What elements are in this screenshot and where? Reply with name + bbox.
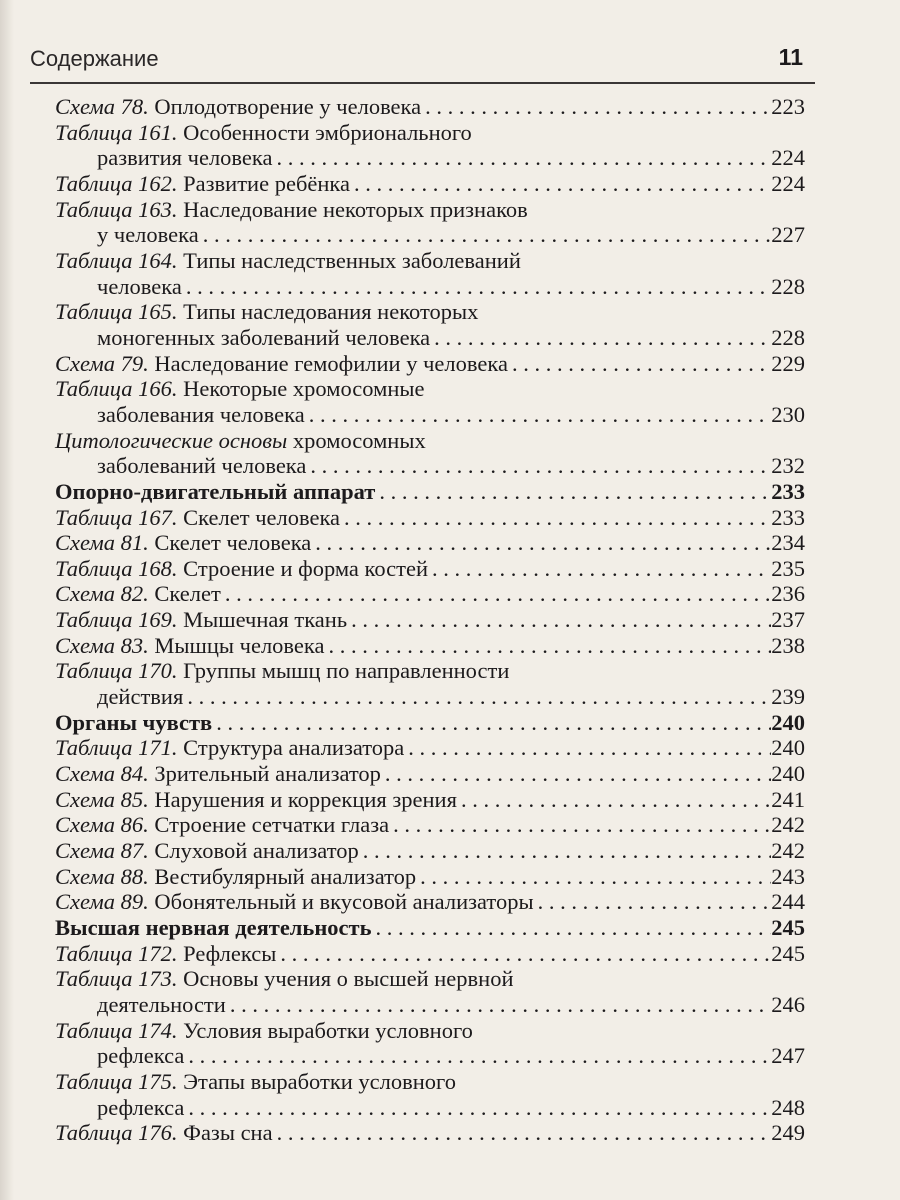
toc-line (55, 479, 805, 505)
dot-leader (183, 684, 771, 710)
dot-leader (389, 812, 771, 838)
dot-leader (311, 530, 771, 556)
toc-entry (55, 581, 805, 607)
entry-text (55, 658, 509, 684)
dot-leader (199, 222, 772, 248)
toc-entry (55, 1120, 805, 1146)
entry-text (55, 505, 340, 531)
entry-text (55, 838, 359, 864)
entry-title: Оплодотворение у человека (154, 94, 422, 119)
toc-line (55, 120, 805, 146)
entry-text (55, 530, 311, 556)
entry-title: Этапы выработки условного (183, 1068, 456, 1094)
entry-text (55, 710, 212, 736)
toc-line (55, 633, 805, 659)
entry-title: Слуховой анализатор (154, 838, 359, 864)
toc-line (55, 761, 805, 787)
toc-line (55, 966, 805, 992)
entry-label: Схема 79. (55, 350, 149, 376)
dot-leader (184, 1043, 771, 1069)
toc-line (55, 505, 805, 531)
dot-leader (272, 145, 771, 171)
dot-leader (221, 581, 771, 607)
toc-entry (55, 248, 805, 299)
toc-line-continuation (55, 145, 805, 171)
dot-leader (182, 274, 771, 300)
entry-title: Развитие ребёнка (183, 170, 350, 196)
entry-title: Вестибулярный анализатор (154, 863, 417, 889)
entry-label: Таблица 165. (55, 299, 178, 325)
entry-label: Схема 87. (55, 838, 149, 864)
toc-entry (55, 787, 805, 813)
toc-line-continuation (55, 992, 805, 1018)
entry-text (55, 581, 221, 607)
entry-text (55, 299, 478, 325)
page-edge-shadow (0, 0, 14, 1200)
dot-leader (371, 915, 771, 941)
entry-title: Особенности эмбрионального (183, 119, 472, 145)
dot-leader (457, 787, 771, 813)
entry-page-number: 249 (771, 1120, 805, 1146)
entry-title: хромосомных (292, 427, 426, 453)
toc-entry (55, 966, 805, 1017)
entry-title: Органы чувств (55, 709, 213, 735)
dot-leader (347, 607, 771, 633)
toc-line-continuation (55, 1043, 805, 1069)
dot-leader (340, 505, 771, 531)
toc-entry (55, 171, 805, 197)
entry-page-number: 246 (771, 991, 805, 1017)
entry-label: Схема 78. (55, 94, 149, 119)
entry-text (55, 428, 426, 454)
entry-label: Схема 88. (55, 863, 149, 889)
entry-title-continuation: развития человека (97, 145, 273, 171)
entry-title: Строение и форма костей (183, 555, 428, 581)
entry-page-number: 237 (771, 607, 805, 633)
entry-title-continuation: у человека (97, 222, 199, 248)
entry-page-number: 247 (771, 1043, 805, 1069)
dot-leader (306, 453, 771, 479)
entry-title-continuation: заболеваний человека (97, 453, 307, 479)
toc-entry (55, 556, 805, 582)
entry-text (55, 1069, 456, 1095)
entry-title: Скелет человека (154, 530, 312, 556)
entry-page-number: 223 (771, 94, 805, 119)
entry-title: Наследование гемофилии у человека (154, 350, 508, 376)
toc-line (55, 299, 805, 325)
dot-leader (305, 402, 772, 428)
entry-label: Таблица 173. (55, 966, 178, 992)
entry-text (55, 248, 521, 274)
entry-page-number: 224 (771, 170, 805, 196)
entry-title: Зрительный анализатор (154, 761, 381, 787)
entry-title: Типы наследования некоторых (183, 299, 479, 325)
entry-text (55, 120, 472, 146)
toc-section (55, 479, 805, 505)
entry-text (55, 966, 514, 992)
toc-entry (55, 94, 805, 120)
toc-line (55, 941, 805, 967)
entry-page-number: 233 (771, 478, 805, 504)
entry-text (55, 761, 381, 787)
toc-line (55, 787, 805, 813)
entry-page-number: 245 (771, 915, 805, 940)
dot-leader (184, 1095, 771, 1121)
toc-entry (55, 889, 805, 915)
entry-page-number: 230 (771, 401, 805, 427)
entry-text (55, 197, 528, 223)
entry-text (55, 556, 428, 582)
entry-title: Основы учения о высшей нервной (183, 966, 514, 992)
toc-section (55, 915, 805, 941)
entry-text (55, 915, 371, 941)
toc-line (55, 351, 805, 377)
entry-label: Таблица 170. (55, 658, 178, 684)
toc-line (55, 658, 805, 684)
dot-leader (273, 1120, 772, 1146)
toc-entry (55, 941, 805, 967)
dot-leader (534, 889, 772, 915)
toc-line-continuation (55, 684, 805, 710)
running-header (30, 40, 815, 84)
dot-leader (381, 761, 771, 787)
entry-title: Некоторые хромосомные (183, 376, 425, 402)
entry-text (55, 607, 347, 633)
toc-entry (55, 633, 805, 659)
entry-title: Мышечная ткань (183, 607, 348, 633)
entry-text (55, 633, 324, 659)
entry-text (55, 1120, 273, 1146)
entry-page-number: 239 (771, 684, 805, 710)
entry-page-number: 228 (771, 324, 805, 350)
entry-page-number: 229 (771, 350, 805, 376)
entry-page-number: 238 (771, 632, 805, 658)
entry-title: Опорно-двигательный аппарат (55, 478, 376, 504)
entry-page-number: 235 (771, 555, 805, 581)
entry-title: Скелет (154, 581, 221, 607)
toc-entry (55, 1069, 805, 1120)
toc-line (55, 864, 805, 890)
entry-text (55, 787, 457, 813)
entry-text (55, 812, 389, 838)
toc-entry (55, 299, 805, 350)
toc-line-continuation (55, 1095, 805, 1121)
toc-line (55, 581, 805, 607)
entry-label: Таблица 168. (55, 555, 178, 581)
header-title: Содержание (30, 46, 159, 71)
toc-entry (55, 197, 805, 248)
entry-title-continuation: человека (97, 273, 182, 299)
entry-label: Схема 81. (55, 530, 149, 556)
entry-title-continuation: моногенных заболеваний человека (97, 324, 431, 350)
entry-label: Таблица 176. (55, 1120, 178, 1146)
entry-page-number: 241 (771, 786, 805, 812)
entry-label: Таблица 174. (55, 1017, 178, 1043)
toc-line (55, 1018, 805, 1044)
entry-title: Высшая нервная деятельность (55, 915, 372, 940)
entry-page-number: 224 (771, 145, 805, 171)
entry-page-number: 240 (771, 761, 805, 787)
toc-entry (55, 120, 805, 171)
entry-title-continuation: действия (97, 684, 184, 710)
entry-page-number: 240 (771, 709, 805, 735)
entry-label: Цитологические основы (55, 427, 288, 453)
toc-entry (55, 864, 805, 890)
toc-line (55, 1120, 805, 1146)
entry-text (55, 889, 534, 915)
dot-leader (359, 838, 772, 864)
toc-entry (55, 530, 805, 556)
entry-label: Таблица 171. (55, 735, 178, 761)
entry-label: Таблица 166. (55, 376, 178, 402)
entry-text (55, 376, 424, 402)
entry-title: Типы наследственных заболеваний (183, 247, 521, 273)
toc-line (55, 171, 805, 197)
toc-entry (55, 658, 805, 709)
entry-label: Схема 84. (55, 761, 149, 787)
entry-title: Обонятельный и вкусовой анализаторы (154, 889, 534, 915)
dot-leader (212, 710, 771, 736)
table-of-contents (55, 94, 805, 1146)
entry-page-number: 228 (771, 273, 805, 299)
entry-label: Схема 82. (55, 581, 149, 607)
toc-line (55, 710, 805, 736)
toc-section (55, 710, 805, 736)
entry-text (55, 479, 375, 505)
toc-line (55, 428, 805, 454)
entry-page-number: 245 (771, 940, 805, 966)
entry-title: Наследование некоторых признаков (183, 196, 528, 222)
entry-title: Рефлексы (183, 940, 277, 966)
toc-entry (55, 428, 805, 479)
toc-line (55, 915, 805, 941)
dot-leader (276, 941, 771, 967)
dot-leader (375, 479, 771, 505)
dot-leader (428, 556, 771, 582)
toc-line (55, 889, 805, 915)
entry-text (55, 94, 421, 120)
entry-label: Таблица 163. (55, 196, 178, 222)
entry-text (55, 351, 508, 377)
entry-page-number: 242 (771, 812, 805, 838)
toc-entry (55, 351, 805, 377)
entry-label: Таблица 161. (55, 119, 178, 145)
toc-line-continuation (55, 222, 805, 248)
toc-line (55, 94, 805, 120)
entry-page-number: 232 (771, 453, 805, 479)
entry-page-number: 233 (771, 504, 805, 530)
toc-entry (55, 761, 805, 787)
entry-title: Фазы сна (183, 1120, 273, 1146)
dot-leader (421, 94, 771, 120)
dot-leader (324, 633, 771, 659)
entry-page-number: 227 (771, 222, 805, 248)
toc-line-continuation (55, 402, 805, 428)
dot-leader (404, 735, 771, 761)
toc-line (55, 735, 805, 761)
toc-line (55, 197, 805, 223)
entry-label: Таблица 167. (55, 504, 178, 530)
entry-page-number: 242 (771, 838, 805, 864)
dot-leader (508, 351, 771, 377)
entry-title: Скелет человека (183, 504, 341, 530)
entry-text (55, 735, 404, 761)
entry-label: Схема 89. (55, 889, 149, 915)
entry-title: Структура анализатора (183, 735, 405, 761)
entry-label: Схема 86. (55, 812, 149, 838)
page-number: 11 (778, 44, 803, 70)
entry-title-continuation: рефлекса (97, 1094, 185, 1120)
toc-line-continuation (55, 453, 805, 479)
toc-line (55, 556, 805, 582)
entry-title: Мышцы человека (154, 632, 325, 658)
entry-label: Таблица 164. (55, 247, 178, 273)
entry-text (55, 1018, 473, 1044)
toc-line (55, 812, 805, 838)
dot-leader (416, 864, 771, 890)
entry-title-continuation: рефлекса (97, 1043, 185, 1069)
entry-label: Таблица 162. (55, 170, 178, 196)
entry-text (55, 941, 276, 967)
toc-line-continuation (55, 325, 805, 351)
entry-label: Таблица 175. (55, 1068, 178, 1094)
entry-label: Схема 85. (55, 786, 149, 812)
entry-title: Группы мышц по направленности (183, 658, 510, 684)
toc-entry (55, 838, 805, 864)
entry-title-continuation: заболевания человека (97, 401, 305, 427)
dot-leader (350, 171, 771, 197)
toc-entry (55, 812, 805, 838)
toc-line (55, 248, 805, 274)
toc-line (55, 607, 805, 633)
entry-title-continuation: деятельности (97, 991, 226, 1017)
entry-text (55, 171, 350, 197)
toc-line (55, 530, 805, 556)
entry-title: Условия выработки условного (183, 1017, 473, 1043)
entry-page-number: 234 (771, 530, 805, 556)
toc-entry (55, 376, 805, 427)
entry-label: Таблица 169. (55, 607, 178, 633)
entry-label: Схема 83. (55, 632, 149, 658)
toc-line (55, 1069, 805, 1095)
entry-page-number: 244 (771, 889, 805, 915)
dot-leader (430, 325, 771, 351)
entry-title: Нарушения и коррекция зрения (154, 786, 457, 812)
toc-entry (55, 735, 805, 761)
dot-leader (226, 992, 771, 1018)
entry-page-number: 236 (771, 581, 805, 607)
entry-label: Таблица 172. (55, 940, 178, 966)
toc-entry (55, 1018, 805, 1069)
toc-line-continuation (55, 274, 805, 300)
toc-line (55, 838, 805, 864)
entry-page-number: 243 (771, 863, 805, 889)
entry-title: Строение сетчатки глаза (154, 812, 390, 838)
toc-line (55, 376, 805, 402)
entry-text (55, 864, 416, 890)
toc-entry (55, 607, 805, 633)
entry-page-number: 248 (771, 1094, 805, 1120)
toc-entry (55, 505, 805, 531)
entry-page-number: 240 (771, 735, 805, 761)
